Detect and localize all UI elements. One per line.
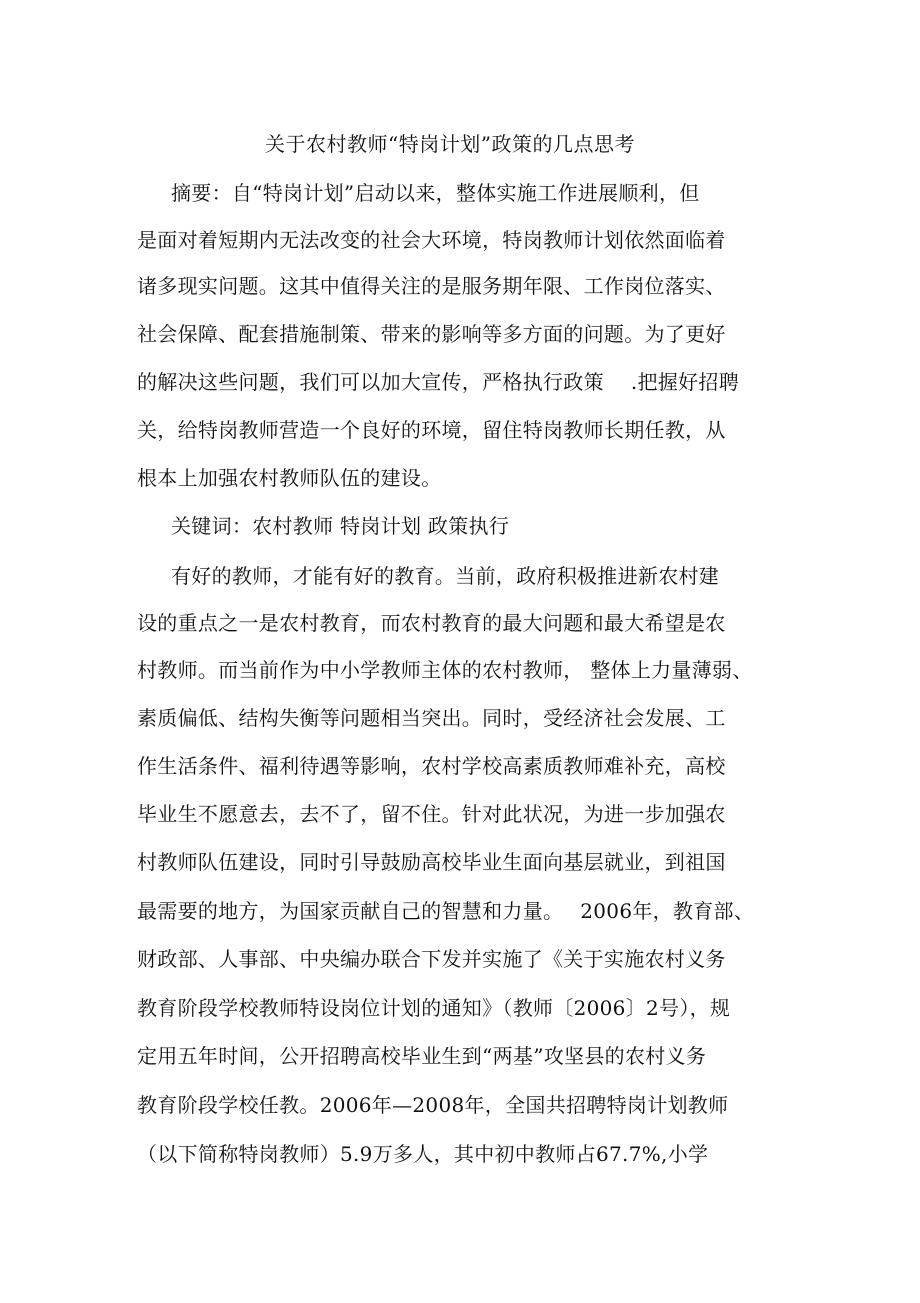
body-line-5: 作生活条件、福利待遇等影响，农村学校高素质教师难补充，高校 <box>137 754 726 778</box>
body-line-8: 最需要的地方，为国家贡献自己的智慧和力量。 2006年，教育部、 <box>137 899 755 923</box>
body-line-7: 村教师队伍建设，同时引导鼓励高校毕业生面向基层就业，到祖国 <box>137 850 726 874</box>
body-line-2: 设的重点之一是农村教育，而农村教育的最大问题和最大希望是农 <box>137 611 726 635</box>
abstract-line-7: 根本上加强农村教师队伍的建设。 <box>137 466 442 490</box>
abstract-line-4: 社会保障、配套措施制策、带来的影响等多方面的问题。为了更好 <box>137 322 726 346</box>
abstract-line-2: 是面对着短期内无法改变的社会大环境，特岗教师计划依然面临着 <box>137 228 726 252</box>
abstract-line-6: 关，给特岗教师营造一个良好的环境，留住特岗教师长期任教，从 <box>137 418 726 442</box>
body-line-4: 素质偏低、结构失衡等问题相当突出。同时，受经济社会发展、工 <box>137 706 726 730</box>
body-line-11: 定用五年时间，公开招聘高校毕业生到“两基”攻坚县的农村义务 <box>137 1044 707 1068</box>
body-line-12: 教育阶段学校任教。2006年—2008年，全国共招聘特岗计划教师 <box>137 1093 729 1117</box>
keywords-line: 关键词：农村教师 特岗计划 政策执行 <box>171 514 510 538</box>
document-title: 关于农村教师“特岗计划”政策的几点思考 <box>265 132 635 156</box>
abstract-line-3: 诸多现实问题。这其中值得关注的是服务期年限、工作岗位落实、 <box>137 274 726 298</box>
body-line-9: 财政部、人事部、中央编办联合下发并实施了《关于实施农村义务 <box>137 947 726 971</box>
abstract-line-5: 的解决这些问题，我们可以加大宣传，严格执行政策 .把握好招聘 <box>137 370 740 394</box>
body-line-13: （以下简称特岗教师）5.9万多人，其中初中教师占67.7%,小学 <box>137 1142 709 1166</box>
body-line-6: 毕业生不愿意去，去不了，留不住。针对此状况，为进一步加强农 <box>137 802 726 826</box>
abstract-line-1: 摘要：自“特岗计划”启动以来，整体实施工作进展顺利，但 <box>171 181 700 205</box>
body-line-3: 村教师。而当前作为中小学教师主体的农村教师， 整体上力量薄弱、 <box>137 658 753 682</box>
body-line-10: 教育阶段学校教师特设岗位计划的通知》（教师〔2006〕2号），规 <box>137 996 731 1020</box>
body-line-1: 有好的教师，才能有好的教育。当前，政府积极推进新农村建 <box>171 564 720 588</box>
